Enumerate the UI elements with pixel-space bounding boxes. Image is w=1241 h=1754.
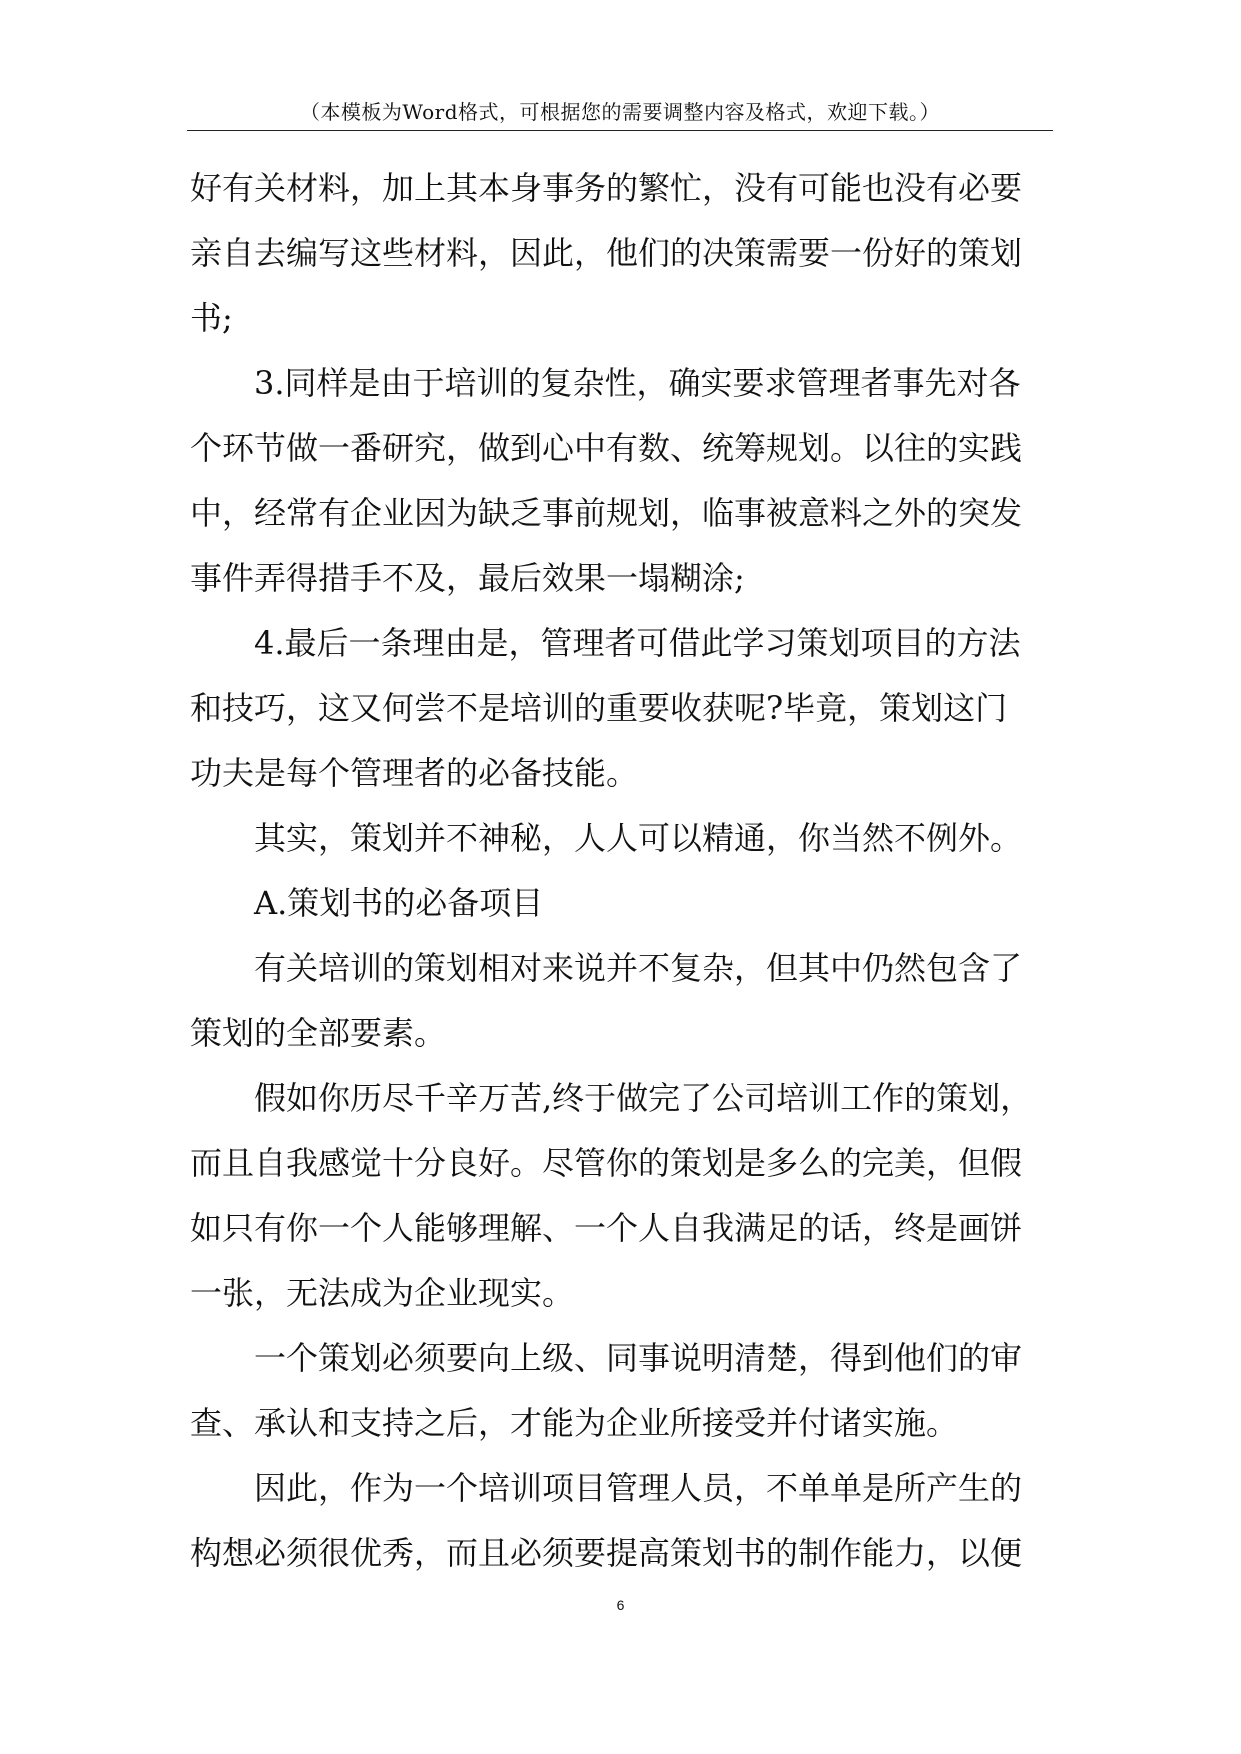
text-line: 事件弄得措手不及，最后效果一塌糊涂; <box>190 559 745 597</box>
text-line: 查、承认和支持之后，才能为企业所接受并付诸实施。 <box>190 1404 959 1442</box>
text-line: 如只有你一个人能够理解、一个人自我满足的话，终是画饼 <box>190 1209 1023 1247</box>
text-line: 而且自我感觉十分良好。尽管你的策划是多么的完美，但假 <box>190 1144 1023 1182</box>
text-line: 好有关材料，加上其本身事务的繁忙，没有可能也没有必要 <box>190 169 1023 207</box>
text-line: 一张，无法成为企业现实。 <box>190 1274 575 1312</box>
text-line: 一个策划必须要向上级、同事说明清楚，得到他们的审 <box>254 1339 1023 1377</box>
text-line: 假如你历尽千辛万苦,终于做完了公司培训工作的策划， <box>254 1079 1033 1117</box>
text-line: 亲自去编写这些材料，因此，他们的决策需要一份好的策划 <box>190 234 1023 272</box>
text-line: 有关培训的策划相对来说并不复杂，但其中仍然包含了 <box>254 949 1023 987</box>
text-line: 和技巧，这又何尝不是培训的重要收获呢?毕竟，策划这门 <box>190 689 1008 727</box>
text-line: 3.同样是由于培训的复杂性，确实要求管理者事先对各 <box>254 364 1021 402</box>
header-divider <box>187 130 1053 131</box>
text-line: 中，经常有企业因为缺乏事前规划，临事被意料之外的突发 <box>190 494 1023 532</box>
text-line: 策划的全部要素。 <box>190 1014 447 1052</box>
section-heading: A.策划书的必备项目 <box>254 884 544 922</box>
text-line: 功夫是每个管理者的必备技能。 <box>190 754 639 792</box>
text-line: 个环节做一番研究，做到心中有数、统筹规划。以往的实践 <box>190 429 1023 467</box>
text-line: 其实，策划并不神秘，人人可以精通，你当然不例外。 <box>254 819 1023 857</box>
text-line: 构想必须很优秀，而且必须要提高策划书的制作能力，以便 <box>190 1534 1023 1572</box>
body-text <box>190 156 1060 1586</box>
text-line: 4.最后一条理由是，管理者可借此学习策划项目的方法 <box>254 624 1021 662</box>
text-line: 书; <box>190 299 233 337</box>
page-number: 6 <box>616 1597 625 1613</box>
template-header-note: （本模板为Word格式，可根据您的需要调整内容及格式，欢迎下载。） <box>299 100 941 124</box>
text-line: 因此，作为一个培训项目管理人员，不单单是所产生的 <box>254 1469 1023 1507</box>
